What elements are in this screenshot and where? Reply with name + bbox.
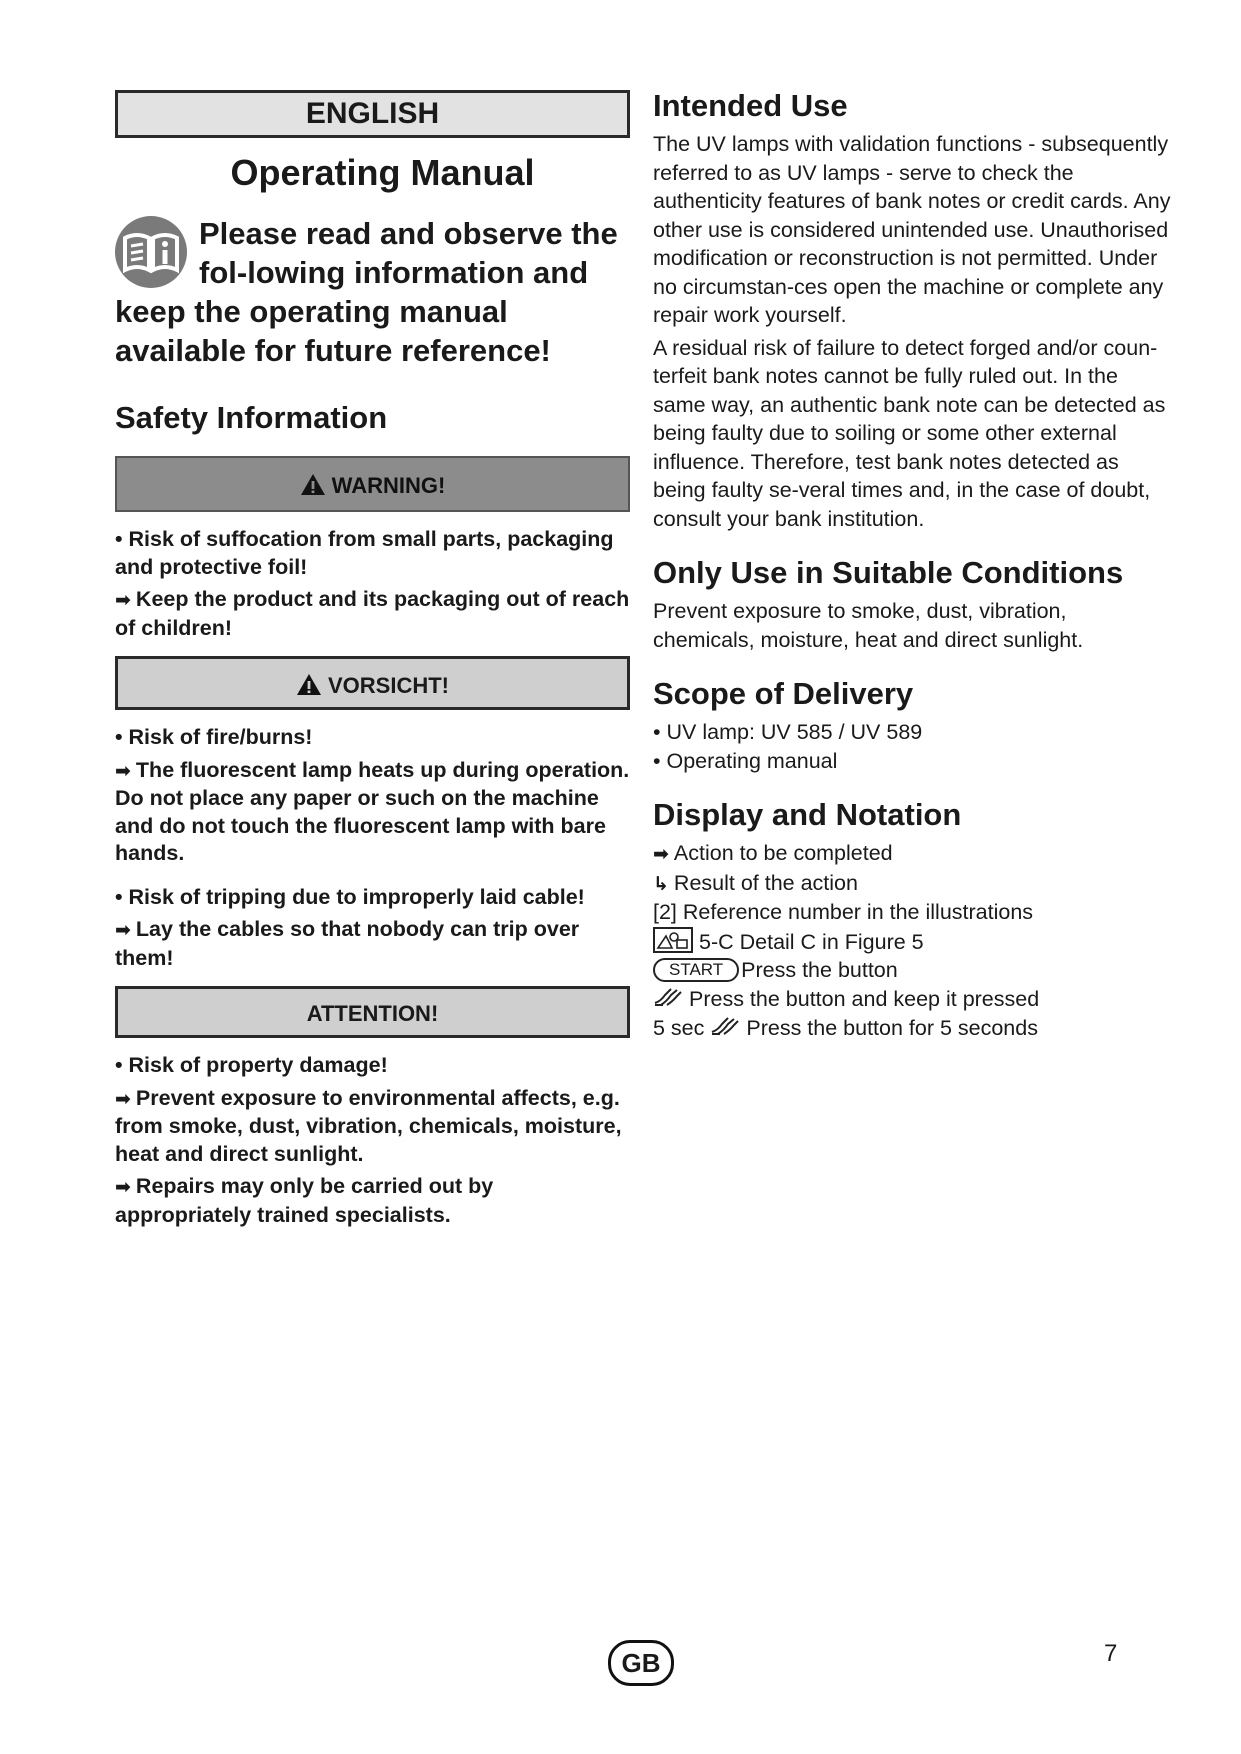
warning-label: WARNING!	[331, 473, 446, 498]
delivery-list	[653, 718, 1173, 775]
warning-action-text: Keep the product and its packaging out of reach of children!	[115, 587, 630, 640]
result-arrow-icon: ↳	[653, 872, 669, 895]
notation-detail-text: 5-C Detail C in Figure 5	[699, 929, 924, 954]
list-item: • Operating manual	[653, 748, 838, 773]
notation-press-keep-text: Press the button and keep it pressed	[688, 986, 1040, 1011]
attention-risk: • Risk of property damage!	[115, 1053, 388, 1077]
warning-action	[115, 586, 630, 642]
press-hand-icon	[653, 986, 683, 1015]
notation-press-5-text: Press the button for 5 seconds	[746, 1016, 1038, 1041]
intended-use-paragraph-1: The UV lamps with validation functions - subsequently referred to as UV lamps - serve to check the authenticity features of bank notes or credit cards. Any other use is considered unintended use. Unauthorised modification or reconstruction is not permitted. Under no circumstan-ces open the machine or complete any repair work yourself.	[653, 132, 1171, 327]
language-banner: ENGLISH	[115, 90, 630, 138]
press-hand-icon	[710, 1015, 740, 1044]
notation-result	[653, 869, 1173, 899]
figure-detail-icon	[653, 927, 693, 953]
page-title: Operating Manual	[230, 152, 535, 193]
notation-heading: Display and Notation	[653, 797, 962, 832]
caution-action-tripping	[115, 916, 630, 972]
right-column	[653, 88, 1173, 1044]
intro-text: Please read and observe the fol-lowing information and keep the operating manual available for future reference!	[115, 216, 618, 368]
caution-action-fire	[115, 757, 630, 868]
arrow-right-icon: ➡	[115, 759, 131, 782]
notation-reference: [2] Reference number in the illustrations	[653, 900, 1034, 924]
arrow-right-icon: ➡	[115, 1087, 131, 1110]
intended-use-heading: Intended Use	[653, 88, 848, 123]
notation-list	[653, 839, 1173, 1044]
warning-banner	[115, 456, 630, 512]
intended-use-paragraph-2: A residual risk of failure to detect forged and/or coun-terfeit bank notes cannot be fully ruled out. In the same way, an authentic bank note can be detected as being faulty due to soiling or some other external influence. Therefore, test bank notes detected as being faulty se-veral times and, in the case of doubt, consult your bank institution.	[653, 335, 1166, 531]
notation-action	[653, 839, 1173, 869]
caution-risk-tripping: • Risk of tripping due to improperly laid cable!	[115, 884, 585, 909]
warning-triangle-icon	[300, 461, 326, 517]
book-info-icon	[115, 216, 187, 288]
attention-action-repairs-text: Repairs may only be carried out by appropriately trained specialists.	[115, 1174, 494, 1227]
notation-detail	[653, 927, 1173, 957]
attention-action-environment	[115, 1085, 630, 1169]
notation-press-text: Press the button	[741, 958, 898, 982]
caution-risk-fire: • Risk of fire/burns!	[115, 725, 313, 749]
warning-risk: • Risk of suffocation from small parts, packaging and protective foil!	[115, 527, 614, 579]
arrow-right-icon: ➡	[115, 1176, 131, 1198]
page-number: 7	[1104, 1640, 1118, 1667]
left-column	[115, 90, 630, 1229]
list-item: • UV lamp: UV 585 / UV 589	[653, 720, 923, 744]
notation-press-5	[653, 1014, 1173, 1044]
intro-notice	[115, 214, 630, 370]
safety-heading: Safety Information	[115, 400, 388, 435]
attention-banner: ATTENTION!	[115, 986, 630, 1038]
attention-action-repairs	[115, 1173, 630, 1229]
caution-label: VORSICHT!	[328, 673, 449, 698]
caution-action-fire-text: The fluorescent lamp heats up during operation. Do not place any paper or such on the machine and do not touch the fluorescent lamp with bare hands.	[115, 757, 630, 865]
arrow-right-icon: ➡	[653, 843, 669, 865]
caution-banner	[115, 656, 630, 710]
notation-press-keep	[653, 985, 1173, 1015]
notation-press	[653, 956, 1173, 985]
notation-action-text: Action to be completed	[673, 841, 893, 865]
caution-action-tripping-text: Lay the cables so that nobody can trip over them!	[115, 917, 580, 970]
attention-action-environment-text: Prevent exposure to environmental affects, e.g. from smoke, dust, vibration, chemicals, moisture, heat and direct sunlight.	[115, 1085, 622, 1166]
conditions-text: Prevent exposure to smoke, dust, vibration, chemicals, moisture, heat and direct sunlight.	[653, 599, 1084, 652]
delivery-heading: Scope of Delivery	[653, 676, 914, 711]
conditions-heading: Only Use in Suitable Conditions	[653, 555, 1124, 590]
arrow-right-icon: ➡	[115, 919, 131, 941]
seconds-label: 5 sec	[653, 1016, 705, 1041]
warning-triangle-icon	[296, 662, 322, 716]
start-button-symbol: START	[653, 958, 739, 982]
arrow-right-icon: ➡	[115, 589, 131, 611]
notation-result-text: Result of the action	[673, 870, 858, 895]
country-badge: GB	[608, 1640, 674, 1686]
